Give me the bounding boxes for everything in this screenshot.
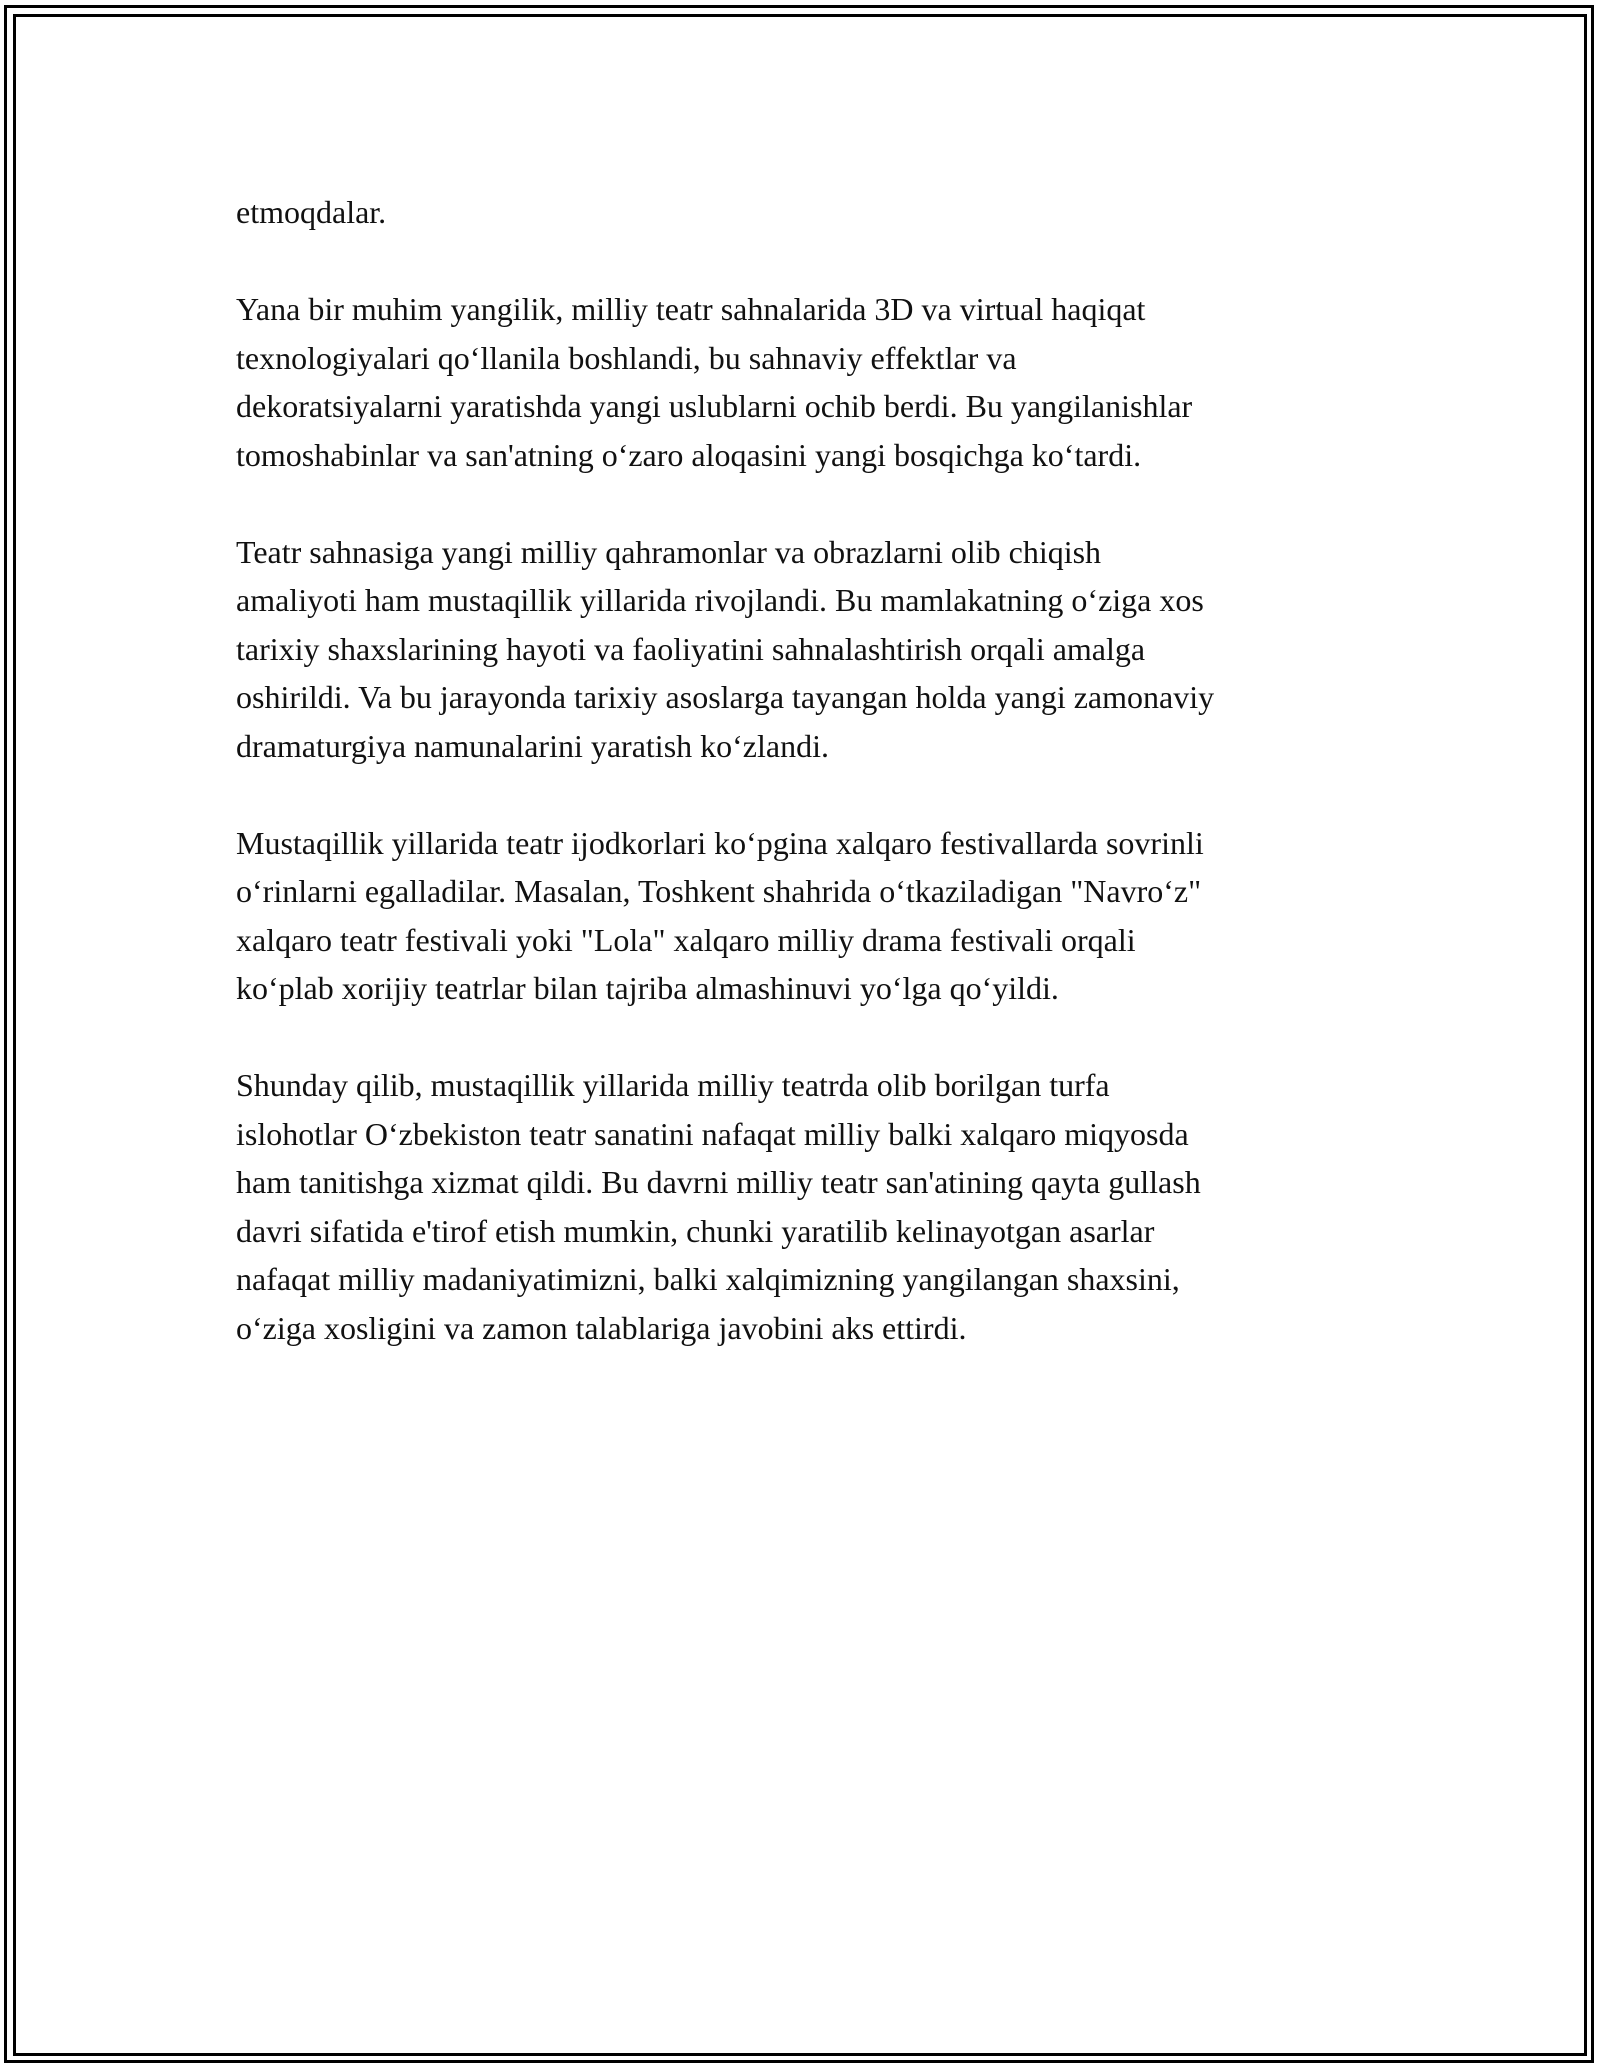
document-body: [236, 188, 1386, 1401]
paragraph-continuation: etmoqdalar.: [236, 194, 387, 230]
paragraph-3d-virtual-technology: Yana bir muhim yangilik, milliy teatr sahnalarida 3D va virtual haqiqat texnologiyalari qo‘llanila boshlandi, bu sahnaviy effektlar va dekoratsiyalarni yaratishda yangi uslublarni ochib berdi. Bu yangilanishlar tomoshabinlar va san'atning o‘zaro aloqasini yangi bosqichga ko‘tardi.: [236, 291, 1193, 473]
paragraph-conclusion: Shunday qilib, mustaqillik yillarida milliy teatrda olib borilgan turfa islohotlar O‘zbekiston teatr sanatini nafaqat milliy balki xalqaro miqyosda ham tanitishga xizmat qildi. Bu davrni milliy teatr san'atining qayta gullash davri sifatida e'tirof etish mumkin, chunki yaratilib kelinayotgan asarlar nafaqat milliy madaniyatimizni, balki xalqimizning yangilangan shaxsini, o‘ziga xosligini va zamon talablariga javobini aks ettirdi.: [236, 1067, 1201, 1346]
paragraph-national-heroes: Teatr sahnasiga yangi milliy qahramonlar va obrazlarni olib chiqish amaliyoti ham mustaqillik yillarida rivojlandi. Bu mamlakatning o‘ziga xos tarixiy shaxslarining hayoti va faoliyatini sahnalashtirish orqali amalga oshirildi. Va bu jarayonda tarixiy asoslarga tayangan holda yangi zamonaviy dramaturgiya namunalarini yaratish ko‘zlandi.: [236, 533, 1215, 764]
paragraph-international-festivals: Mustaqillik yillarida teatr ijodkorlari ko‘pgina xalqaro festivallarda sovrinli o‘rinlarni egalladilar. Masalan, Toshkent shahrida o‘tkaziladigan "Navro‘z" xalqaro teatr festivali yoki "Lola" xalqaro milliy drama festivali orqali ko‘plab xorijiy teatrlar bilan tajriba almashinuvi yo‘lga qo‘yildi.: [236, 824, 1204, 1006]
